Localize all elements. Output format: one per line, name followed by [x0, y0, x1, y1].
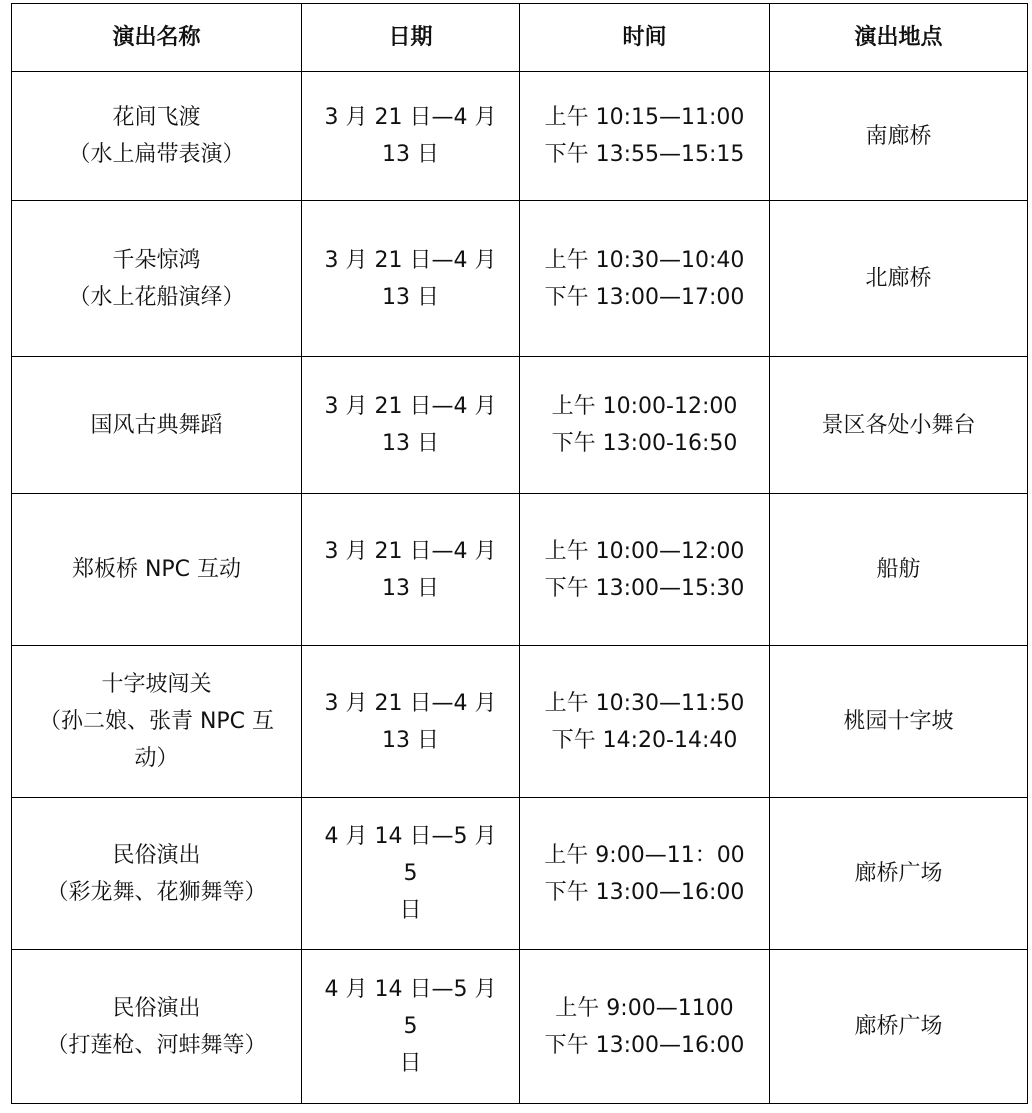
cell-time — [520, 357, 770, 494]
date-line: 日 — [399, 1051, 422, 1076]
cell-name — [12, 357, 302, 494]
name-line: 花间飞渡 — [112, 105, 201, 130]
date-line: 13 日 — [382, 575, 439, 601]
cell-name — [12, 646, 302, 798]
table-row — [12, 646, 1028, 798]
time-line: 上午 10:30—11:50 — [544, 690, 745, 716]
cell-name — [12, 494, 302, 646]
table-row — [12, 357, 1028, 494]
date-line: 3 月 21 日—4 月 — [324, 105, 497, 130]
name-line: 民俗演出 — [112, 995, 201, 1021]
date-line: 13 日 — [382, 284, 439, 310]
cell-date — [302, 357, 520, 494]
cell-date — [302, 646, 520, 798]
cell-date — [302, 494, 520, 646]
date-line: 日 — [399, 898, 422, 923]
cell-date — [302, 950, 520, 1104]
name-line: （打莲枪、河蚌舞等） — [46, 1032, 267, 1058]
name-line: 国风古典舞蹈 — [90, 412, 223, 438]
name-line: 民俗演出 — [112, 842, 201, 868]
name-line: （水上扁带表演） — [68, 142, 245, 167]
time-line: 下午 13:00—16:00 — [544, 1032, 745, 1058]
cell-time — [520, 798, 770, 950]
name-line: 郑板桥 NPC 互动 — [71, 557, 242, 582]
date-line: 3 月 21 日—4 月 — [324, 538, 497, 564]
date-line: 3 月 21 日—4 月 — [324, 690, 497, 716]
table-row — [12, 72, 1028, 201]
date-line: 13 日 — [382, 431, 439, 456]
cell-time — [520, 72, 770, 201]
time-line: 下午 13:00—16:00 — [544, 879, 745, 905]
cell-name — [12, 950, 302, 1104]
date-line: 3 月 21 日—4 月 — [324, 247, 497, 273]
time-line: 上午 10:15—11:00 — [544, 105, 745, 130]
cell-date — [302, 798, 520, 950]
header-place: 演出地点 — [770, 4, 1028, 72]
header-name: 演出名称 — [12, 4, 302, 72]
table-header-row — [12, 4, 1028, 72]
performance-schedule-table — [11, 3, 1028, 1104]
time-line: 下午 13:00—17:00 — [544, 284, 745, 310]
name-line: 千朵惊鸿 — [112, 247, 201, 273]
date-line: 4 月 14 日—5 月 5 — [324, 977, 497, 1039]
table-row — [12, 201, 1028, 357]
date-line: 13 日 — [382, 142, 439, 167]
cell-name — [12, 72, 302, 201]
cell-place: 船舫 — [770, 494, 1028, 646]
cell-time — [520, 646, 770, 798]
date-line: 13 日 — [382, 727, 439, 753]
name-line: （彩龙舞、花狮舞等） — [46, 879, 267, 905]
time-line: 下午 14:20-14:40 — [551, 727, 738, 753]
time-line: 上午 9:00—1100 — [555, 995, 734, 1021]
table-row — [12, 798, 1028, 950]
date-line: 3 月 21 日—4 月 — [324, 394, 497, 419]
time-line: 下午 13:00—15:30 — [544, 575, 745, 601]
name-line: （孙二娘、张青 NPC 互 — [38, 709, 275, 734]
cell-place: 桃园十字坡 — [770, 646, 1028, 798]
table-row — [12, 494, 1028, 646]
time-line: 上午 10:00—12:00 — [544, 538, 745, 564]
time-line: 上午 10:00-12:00 — [551, 394, 738, 419]
cell-name — [12, 798, 302, 950]
cell-time — [520, 950, 770, 1104]
cell-place: 景区各处小舞台 — [770, 357, 1028, 494]
time-line: 上午 10:30—10:40 — [544, 247, 745, 273]
time-line: 上午 9:00—11：00 — [544, 842, 745, 868]
cell-place: 廊桥广场 — [770, 950, 1028, 1104]
cell-name — [12, 201, 302, 357]
table-row — [12, 950, 1028, 1104]
cell-place: 南廊桥 — [770, 72, 1028, 201]
name-line: 动） — [134, 746, 179, 771]
cell-date — [302, 72, 520, 201]
cell-time — [520, 494, 770, 646]
cell-place: 北廊桥 — [770, 201, 1028, 357]
name-line: （水上花船演绎） — [68, 284, 245, 310]
cell-date — [302, 201, 520, 357]
cell-time — [520, 201, 770, 357]
header-date: 日期 — [302, 4, 520, 72]
date-line: 4 月 14 日—5 月 5 — [324, 824, 497, 886]
time-line: 下午 13:00-16:50 — [551, 431, 738, 456]
name-line: 十字坡闯关 — [101, 672, 212, 697]
time-line: 下午 13:55—15:15 — [544, 142, 745, 167]
header-time: 时间 — [520, 4, 770, 72]
cell-place: 廊桥广场 — [770, 798, 1028, 950]
